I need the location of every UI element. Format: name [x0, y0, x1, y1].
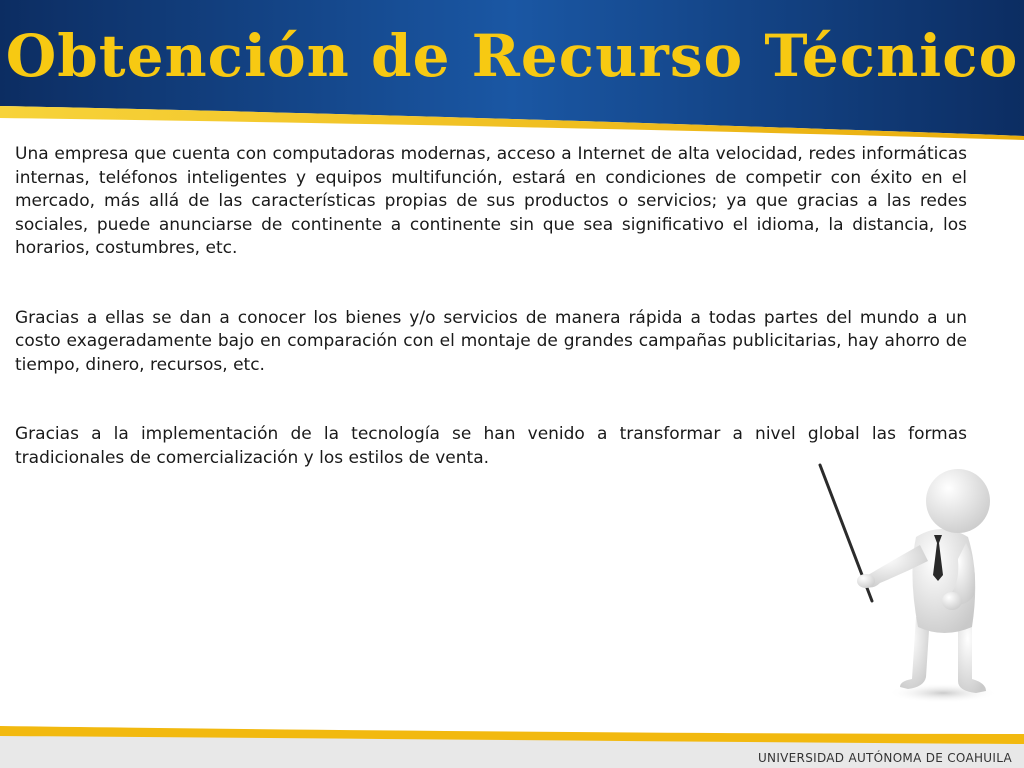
slide-body	[15, 143, 967, 470]
paragraph-1: Una empresa que cuenta con computadoras modernas, acceso a Internet de alta velocidad, redes informáticas internas, teléfonos inteligentes y equipos multifunción, estará en condiciones de competir con éxito en el mercado, más allá de las características propias de sus productos o servicios; ya que gracias a las redes sociales, puede anunciarse de continente a continente sin que sea significativo el idioma, la distancia, los horarios, costumbres, etc.	[15, 144, 967, 258]
slide-title: Obtención de Recurso Técnico	[5, 22, 1019, 90]
presenter-figure-icon	[808, 455, 1008, 715]
university-name: UNIVERSIDAD AUTÓNOMA DE COAHUILA	[757, 751, 1012, 765]
slide-header	[0, 0, 1024, 140]
paragraph-3: Gracias a la implementación de la tecnología se han venido a transformar a nivel global las formas tradicionales de comercialización y los estilos de venta.	[15, 424, 967, 468]
paragraph-2: Gracias a ellas se dan a conocer los bienes y/o servicios de manera rápida a todas partes del mundo a un costo exageradamente bajo en comparación con el montaje de grandes campañas publicitarias, hay ahorro de tiempo, dinero, recursos, etc.	[15, 307, 967, 375]
slide-footer	[0, 726, 1024, 768]
